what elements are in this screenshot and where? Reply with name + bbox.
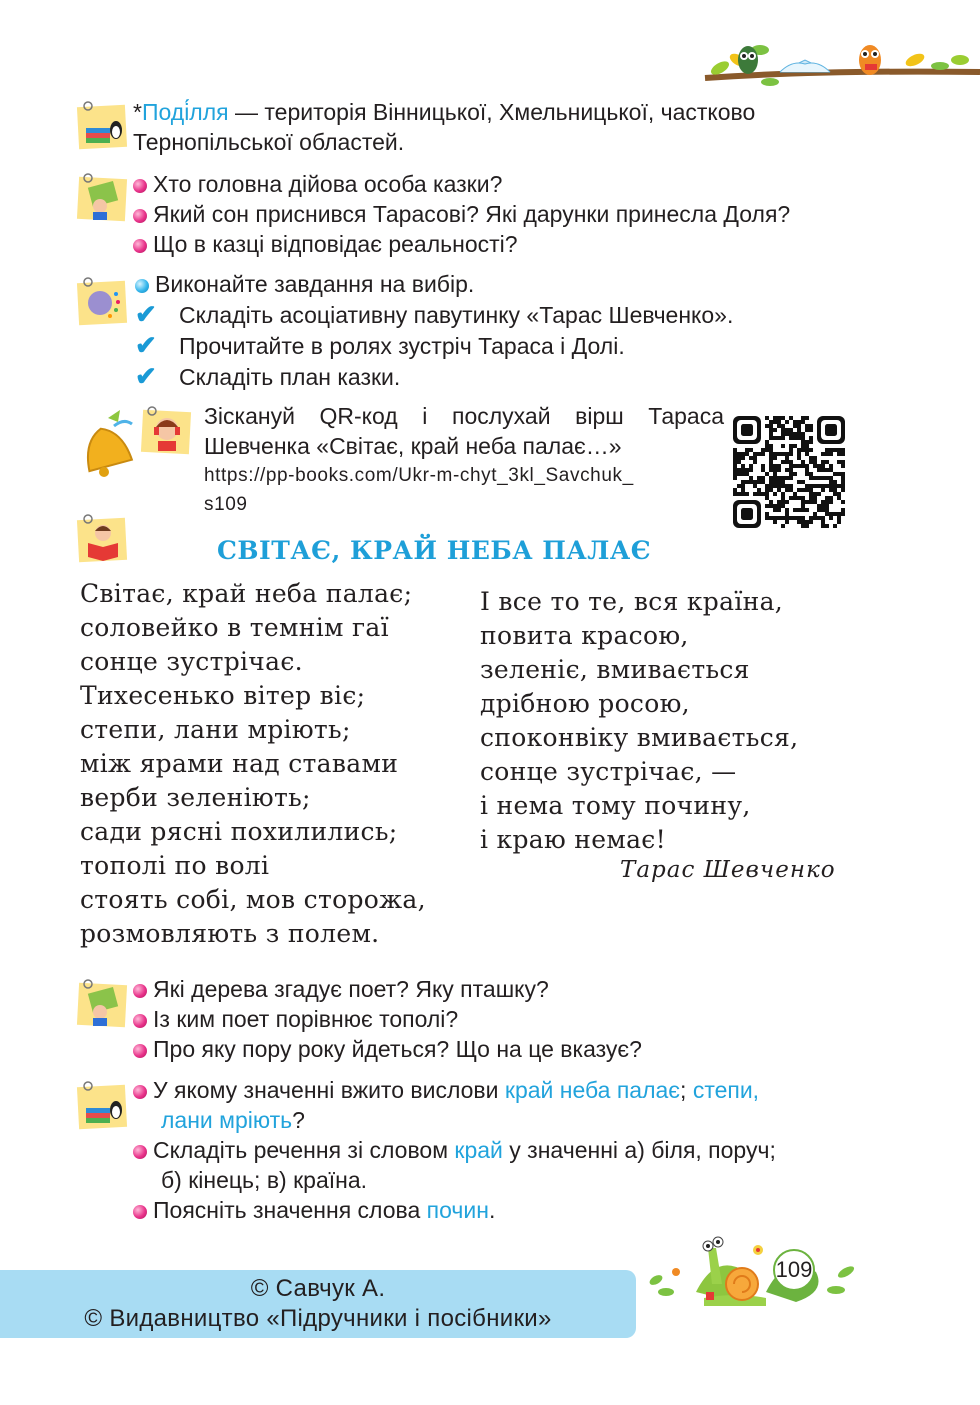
question-item: Хто головна дійова особа казки?	[133, 169, 893, 199]
checkmark-icon: ✔	[135, 299, 157, 329]
open-book-icon	[780, 60, 830, 72]
bullet-blue-icon	[135, 279, 149, 293]
owl-green-icon	[738, 46, 758, 74]
task-circle-note-icon	[76, 276, 128, 331]
poem-line: степи, лани мріють;	[80, 715, 351, 744]
poem-right-column	[480, 585, 870, 857]
questions-block-2	[133, 974, 893, 1064]
reading-kid-note-icon	[76, 513, 128, 568]
question-kid-note-icon	[76, 172, 128, 227]
poem-line: І все то те, вся країна,	[480, 587, 784, 616]
term-podillya: Поді́лля	[141, 99, 229, 125]
question-item: Які дерева згадує поет? Яку пташку?	[133, 974, 893, 1004]
bullet-pink-icon	[133, 239, 147, 253]
copyright-author: © Савчук А.	[250, 1275, 386, 1302]
task-item: ✔ Складіть план казки.	[135, 361, 401, 391]
poem-title: СВІТАЄ, КРАЙ НЕБА ПАЛАЄ	[217, 536, 652, 565]
owl-orange-icon	[859, 45, 881, 75]
bullet-pink-icon	[133, 179, 147, 193]
poem-line: споконвіку вмивається,	[480, 723, 799, 752]
podillya-note	[133, 97, 873, 157]
poem-line: зеленіє, вмивається	[480, 655, 750, 684]
tasks-intro: Виконайте завдання на вибір.	[135, 269, 895, 299]
checkmark-icon: ✔	[135, 361, 157, 391]
poem-line: повита красою,	[480, 621, 689, 650]
bullet-pink-icon	[133, 1044, 147, 1058]
questions-block-1	[133, 169, 893, 259]
bell-icon	[74, 408, 136, 480]
qr-instructions	[204, 401, 724, 519]
poem-line: і краю немає!	[480, 825, 666, 854]
checkmark-icon: ✔	[135, 330, 157, 360]
footnote-star: *	[133, 99, 142, 125]
poem-line: стоять собі, мов сторожа,	[80, 885, 426, 914]
page-number: 109	[775, 1257, 813, 1282]
poem-line: сонце зустрічає, —	[480, 757, 737, 786]
question-kid-note-icon	[76, 978, 128, 1033]
bullet-pink-icon	[133, 984, 147, 998]
poem-left-column	[80, 577, 470, 951]
bullet-pink-icon	[133, 1145, 147, 1159]
books-penguin-note-icon	[76, 1080, 128, 1135]
footer-copyright	[0, 1270, 636, 1338]
task-item: ✔ Прочитайте в ролях зустріч Тараса і Долі.	[135, 330, 625, 360]
question-item: Який сон приснився Тарасові? Які дарунки принесла Доля?	[133, 199, 893, 229]
qr-code[interactable]	[733, 416, 845, 528]
bullet-pink-icon	[133, 1085, 147, 1099]
poem-line: дрібною росою,	[480, 689, 690, 718]
question-item: Із ким поет порівнює тополі?	[133, 1004, 893, 1034]
question-item-cont: б) кінець; в) країна.	[161, 1167, 368, 1193]
poem-line: і нема тому почину,	[480, 791, 751, 820]
podillya-definition-line2: Тернопільської областей.	[133, 129, 405, 155]
top-branch-decoration	[700, 30, 980, 90]
qr-text-line1: Зіскануй QR-код і послухай вірш Тараса	[204, 403, 724, 429]
poem-line: між ярами над ставами	[80, 749, 399, 778]
question-item: Що в казці відповідає реальності?	[133, 229, 893, 259]
qr-url[interactable]: https://pp-books.com/Ukr-m-chyt_3kl_Savchuk_	[204, 465, 634, 486]
poem-line: сонце зустрічає.	[80, 647, 303, 676]
poem-line: верби зеленіють;	[80, 783, 311, 812]
poem-line: тополі по волі	[80, 851, 270, 880]
poem-author: Тарас Шевченко	[620, 857, 836, 883]
listening-kid-note-icon	[140, 405, 192, 460]
task-item: ✔ Складіть асоціативну павутинку «Тарас Шевченко».	[135, 299, 734, 329]
copyright-publisher: © Видавництво «Підручники і посібники»	[84, 1305, 552, 1332]
question-item: У якому значенні вжито вислови край неба палає; степи,	[133, 1075, 893, 1105]
podillya-definition: — територія Вінницької, Хмельницької, частково	[228, 99, 756, 125]
books-penguin-note-icon	[76, 100, 128, 155]
qr-text-line2: Шевченка «Світає, край неба палає…»	[204, 433, 622, 459]
question-item: Про яку пору року йдеться? Що на це вказує?	[133, 1034, 893, 1064]
bullet-pink-icon	[133, 209, 147, 223]
question-item: Складіть речення зі словом край у значенні а) біля, поруч;	[133, 1135, 893, 1165]
poem-line: сади рясні похилились;	[80, 817, 398, 846]
tasks-block	[135, 269, 895, 392]
poem-line: Тихесенько вітер віє;	[80, 681, 366, 710]
bullet-pink-icon	[133, 1205, 147, 1219]
qr-url-cont[interactable]: s109	[204, 494, 248, 515]
poem-line: Світає, край неба палає;	[80, 579, 413, 608]
question-item-cont: лани мріють?	[161, 1107, 305, 1133]
question-item: Поясніть значення слова почин.	[133, 1195, 893, 1225]
poem-line: розмовляють з полем.	[80, 919, 380, 948]
poem-line: соловейко в темнім гаї	[80, 613, 389, 642]
questions-block-3	[133, 1075, 893, 1225]
snail-flowers-decoration	[646, 1232, 860, 1312]
bullet-pink-icon	[133, 1014, 147, 1028]
